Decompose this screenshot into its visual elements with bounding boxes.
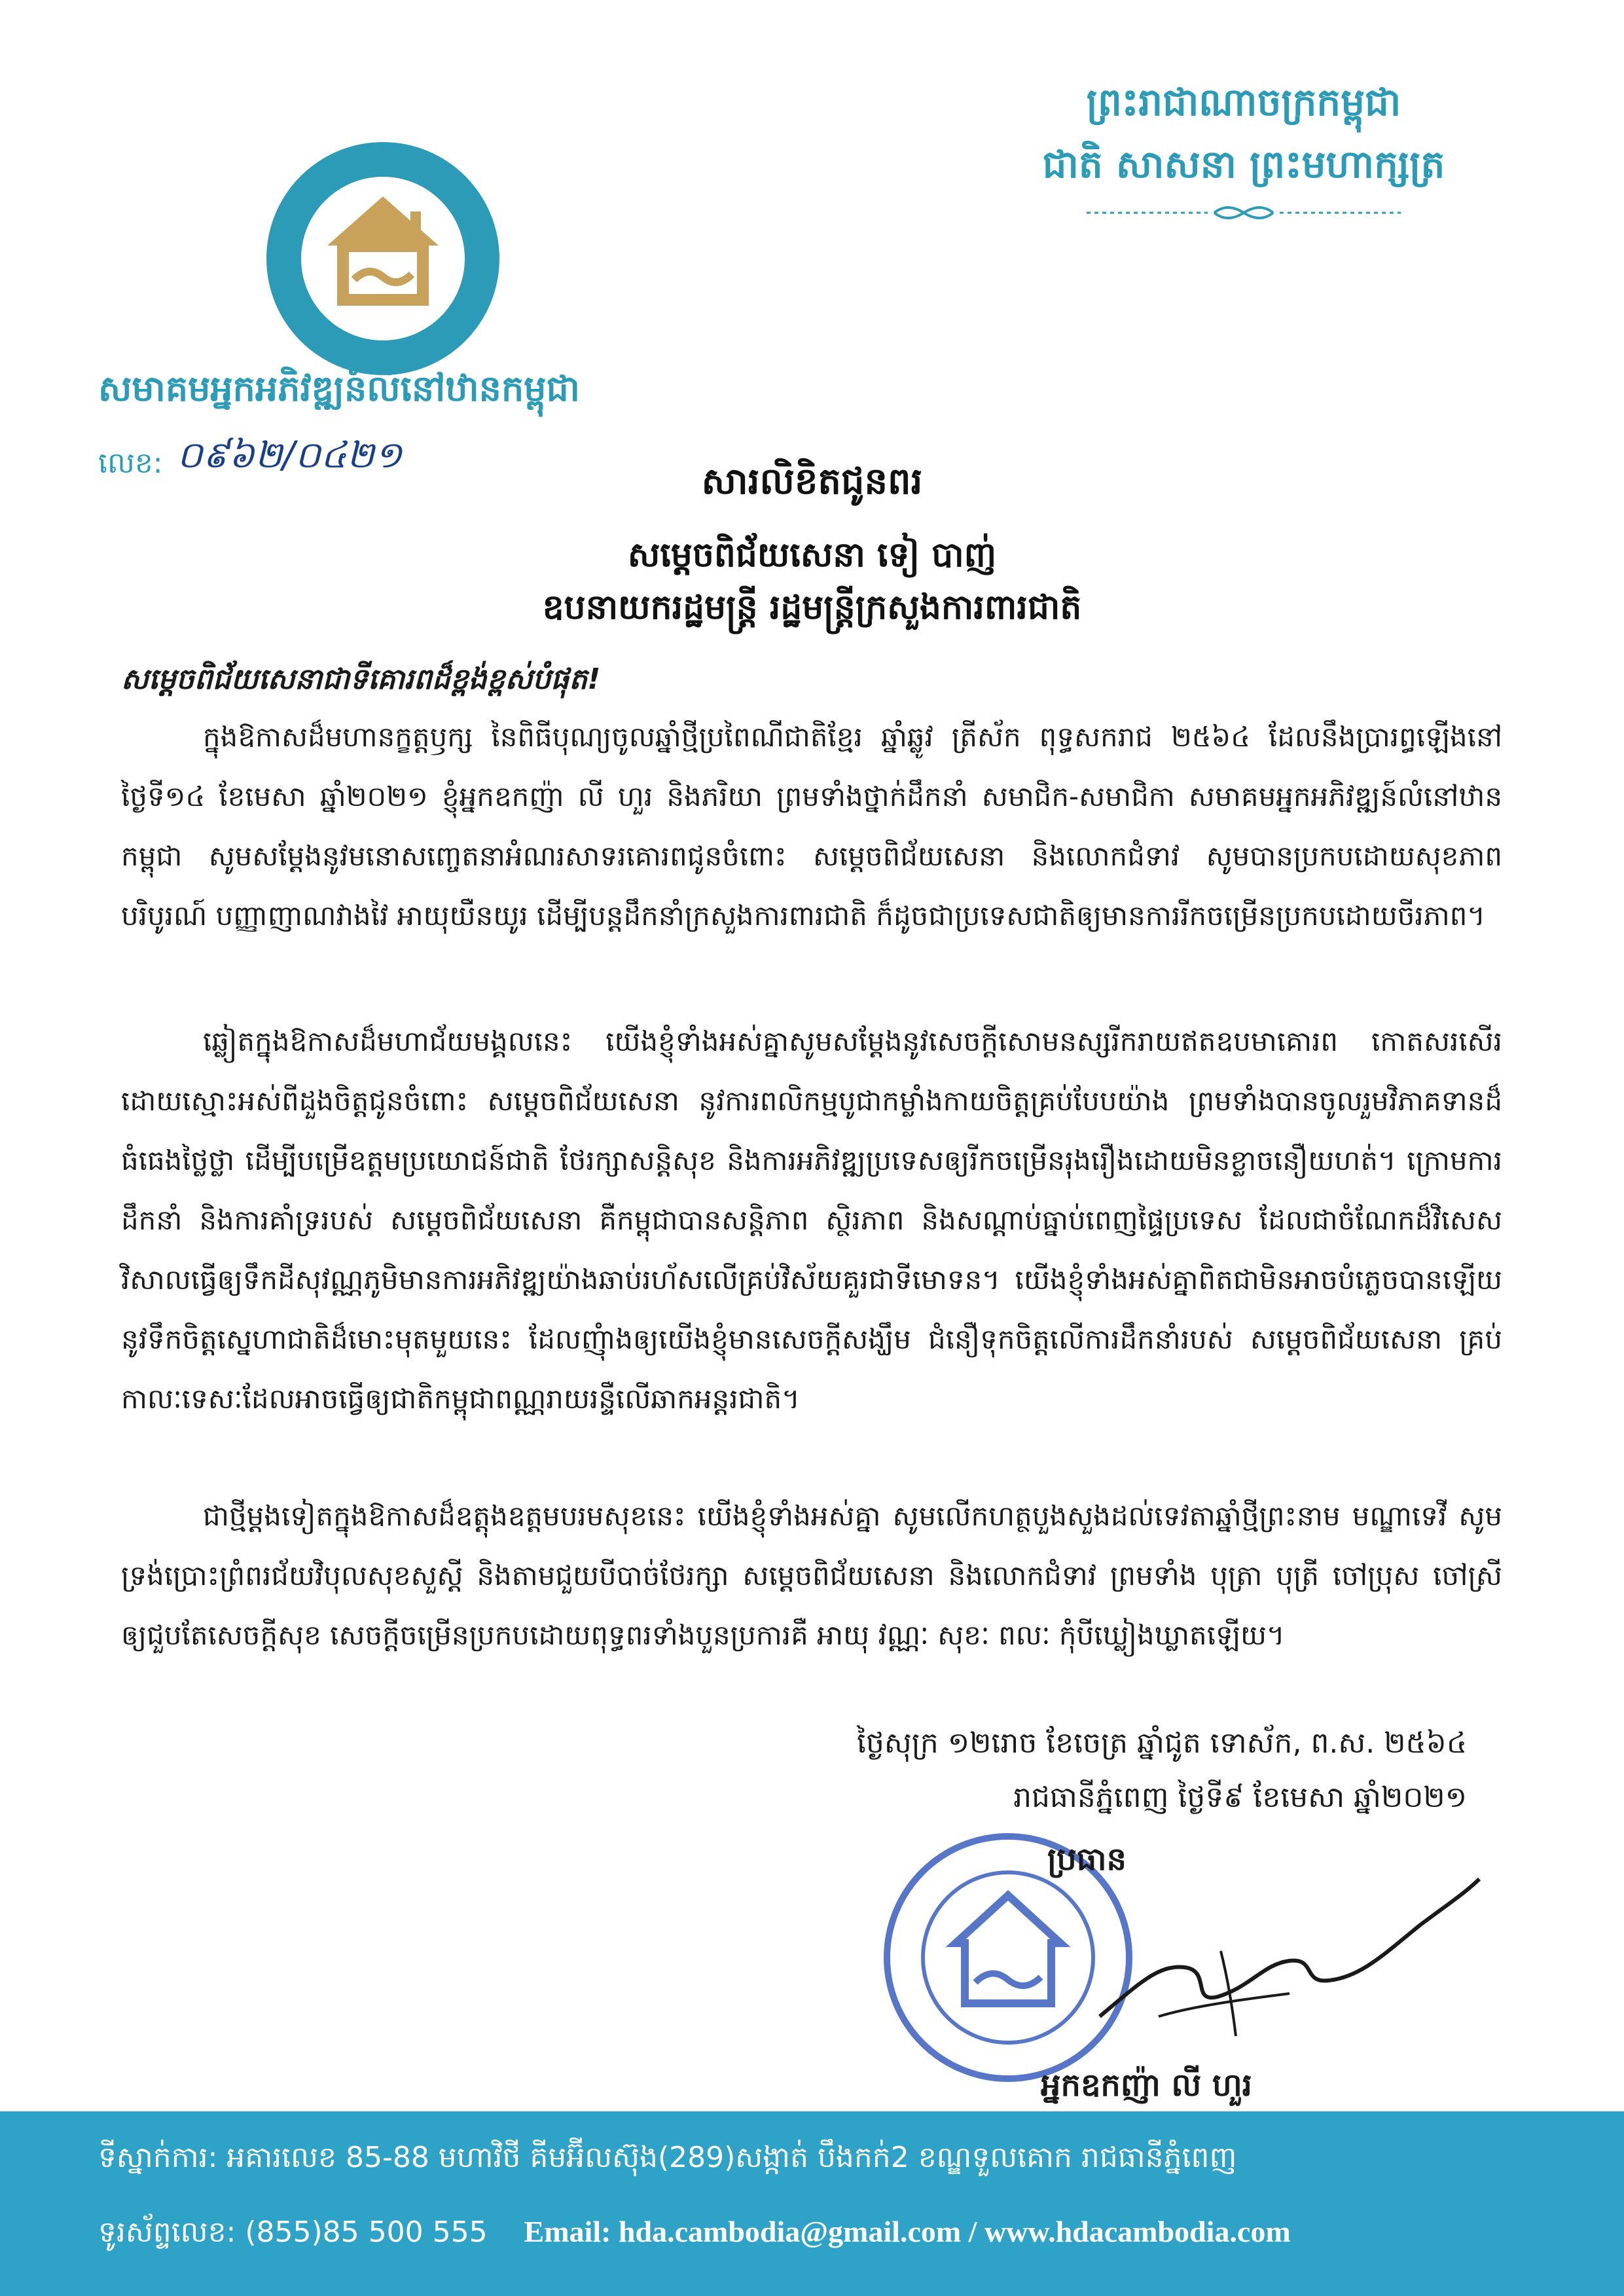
body-paragraph-2: ឆ្លៀតក្នុងឱកាសដ៏មហាជ័យមង្គលនេះ យើងខ្ញុំទាំងអស់គ្នាសូមសម្តែងនូវសេចក្តីសោមនស្សរីករាយឥតឧបមាគោរព កោតសរសើរដោយស្មោះអស់ពីដួងចិត្តជូនចំពោះ សម្តេចពិជ័យសេនា នូវការពលិកម្មបូជាកម្លាំងកាយចិត្តគ្រប់បែបយ៉ាង ព្រមទាំងបានចូលរួមវិភាគទានដ៏ធំធេងថ្លៃថ្លា ដើម្បីបម្រើឧត្តមប្រយោជន៍ជាតិ ថែរក្សាសន្តិសុខ និងការអភិវឌ្ឍប្រទេសឲ្យរីកចម្រើនរុងរឿងដោយមិនខ្លាចនឿយហត់។ ក្រោមការដឹកនាំ និងការគាំទ្ររបស់ សម្តេចពិជ័យសេនា គឺកម្ពុជាបានសន្តិភាព ស្ថិរភាព និងសណ្តាប់ធ្នាប់ពេញផ្ទៃប្រទេស ដែលជាចំណែកដ៏វិសេសវិសាលធ្វើឲ្យទឹកដីសុវណ្ណភូមិមានការអភិវឌ្ឍយ៉ាងឆាប់រហ័សលើគ្រប់វិស័យគួរជាទីមោទន។ យើងខ្ញុំទាំងអស់គ្នាពិតជាមិនអាចបំភ្លេចបានឡើយនូវទឹកចិត្តស្នេហាជាតិដ៏មោះមុតមួយនេះ ដែលញុំាងឲ្យយើងខ្ញុំមានសេចក្តីសង្ឃឹម ជំនឿទុកចិត្តលើការដឹកនាំរបស់ សម្តេចពិជ័យសេនា គ្រប់កាលៈទេសៈដែលអាចធ្វើឲ្យជាតិកម្ពុជាពណ្ណរាយរន្ទឺលើឆាកអន្តរជាតិ។: [121, 1025, 1502, 1415]
phone-number: (855)85 500 555: [245, 2215, 488, 2249]
recipient-position: ឧបនាយករដ្ឋមន្ត្រី រដ្ឋមន្ត្រីក្រសួងការពារជាតិ: [542, 588, 1082, 627]
reference-number: ០៩៦២/០៤២១: [177, 434, 403, 477]
association-logo: [259, 134, 507, 383]
kingdom-title: ព្រះរាជាណាចក្រកម្ពុជា: [1086, 80, 1401, 124]
association-name: សមាគមអ្នកអភិវឌ្ឍន៍លំនៅឋានកម្ពុជា: [98, 368, 580, 409]
letter-title: សារលិខិតជូនពរ: [701, 460, 923, 503]
salutation: សម្តេចពិជ័យសេនាជាទីគោរពដ៏ខ្ពង់ខ្ពស់បំផុត!: [121, 663, 601, 696]
recipient-name: សម្តេចពិជ័យសេនា ទៀ បាញ់: [627, 536, 997, 575]
footer-address: ទីស្នាក់ការ: អគារលេខ 85-88 មហាវិថី គីមអ៊ីលស៊ុង(289)សង្កាត់ បឹងកក់2 ខណ្ឌទួលគោក រាជធានីភ្នំពេញ: [98, 2141, 1237, 2174]
lunar-date: ថ្ងៃសុក្រ ១២រោច ខែចេត្រ ឆ្នាំជូត ទោស័ក, ព.ស. ២៥៦៤: [857, 1726, 1467, 1760]
signatory-name: អ្នកឧកញ៉ា លី ហួរ: [1041, 2067, 1252, 2104]
phone-label: ទូរស័ព្ទលេខ:: [98, 2215, 236, 2249]
reference-label: លេខ:: [98, 446, 163, 480]
solar-date: រាជធានីភ្នំពេញ ថ្ងៃទី៩ ខែមេសា ឆ្នាំ២០២១: [1013, 1781, 1467, 1814]
footer-contact: [98, 2214, 1291, 2256]
ornament-divider: [1087, 203, 1401, 223]
kingdom-motto: ជាតិ សាសនា ព្រះមហាក្សត្រ: [1042, 142, 1445, 187]
house-handshake-logo-icon: [259, 134, 507, 383]
handwritten-signature: [1080, 1853, 1486, 2069]
body-paragraph-3: ជាថ្មីម្តងទៀតក្នុងឱកាសដ៏ឧត្តុងឧត្តមបរមសុខនេះ យើងខ្ញុំទាំងអស់គ្នា សូមលើកហត្ថបួងសួងដល់ទេវតាឆ្នាំថ្មីព្រះនាម មណ្ឌាទេវី សូមទ្រង់ប្រោះព្រំពរជ័យវិបុលសុខសួស្តី និងតាមជួយបីបាច់ថែរក្សា សម្តេចពិជ័យសេនា និងលោកជំទាវ ព្រមទាំង បុត្រា បុត្រី ចៅប្រុស ចៅស្រី ឲ្យជួបតែសេចក្តីសុខ សេចក្តីចម្រើនប្រកបដោយពុទ្ធពរទាំងបួនប្រការគឺ អាយុ វណ្ណៈ សុខៈ ពលៈ កុំបីឃ្លៀងឃ្លាតឡើយ។: [121, 1500, 1502, 1651]
email-website[interactable]: Email: hda.cambodia@gmail.com / www.hdacambodia.com: [524, 2215, 1291, 2248]
body-paragraph-1: ក្នុងឱកាសដ៏មហានក្ខត្តឫក្ស នៃពិធីបុណ្យចូលឆ្នាំថ្មីប្រពៃណីជាតិខ្មែរ ឆ្នាំឆ្លូវ ត្រីស័ក ពុទ្ធសករាជ ២៥៦៤ ដែលនឹងប្រារព្ធឡើងនៅថ្ងៃទី១៤ ខែមេសា ឆ្នាំ២០២១ ខ្ញុំអ្នកឧកញ៉ា លី ហួរ និងភរិយា ព្រមទាំងថ្នាក់ដឹកនាំ សមាជិក-សមាជិកា សមាគមអ្នកអភិវឌ្ឍន៍លំនៅឋានកម្ពុជា សូមសម្តែងនូវមនោសញ្ចេតនាអំណរសាទរគោរពជូនចំពោះ សម្តេចពិជ័យសេនា និងលោកជំទាវ សូមបានប្រកបដោយសុខភាពបរិបូរណ៍ បញ្ញាញាណវាងវៃ អាយុយឺនយូរ ដើម្បីបន្តដឹកនាំក្រសួងការពារជាតិ ក៏ដូចជាប្រទេសជាតិឲ្យមានការរីកចម្រើនប្រកបដោយចីរភាព។: [121, 721, 1502, 932]
signatory-title: ប្រធាន: [1047, 1841, 1127, 1878]
